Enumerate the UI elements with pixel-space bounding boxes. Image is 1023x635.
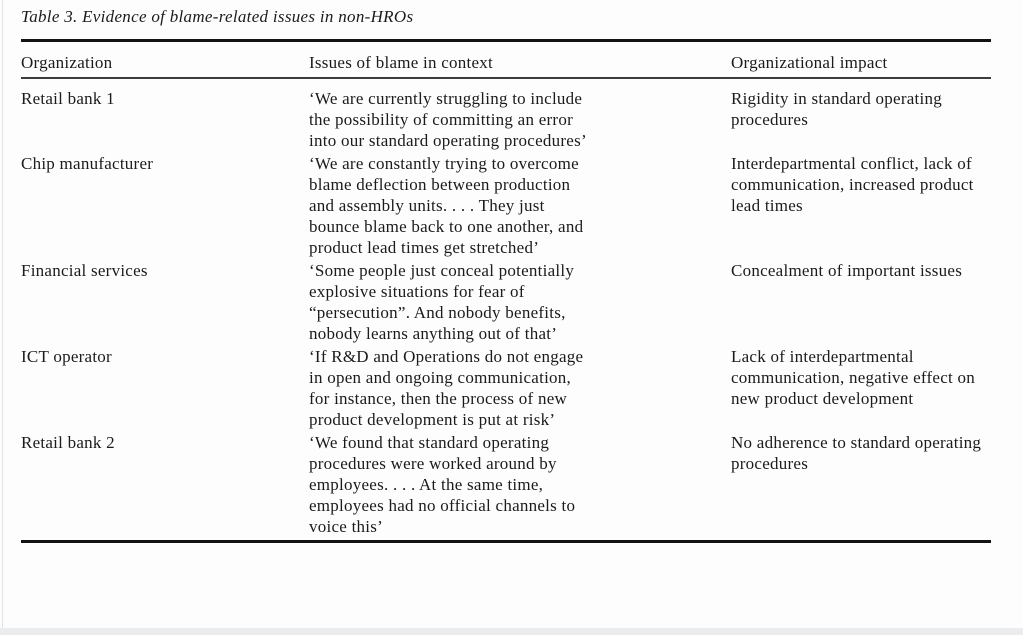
issue-quote-cell: ‘We are constantly trying to overcome blame deflection between production and assembly units. . . . They just bounce blame back to one another, and product lead times get stretched’ bbox=[309, 153, 584, 257]
organization-cell: Financial services bbox=[21, 260, 148, 280]
organization-cell: ICT operator bbox=[21, 346, 112, 366]
issue-quote-cell: ‘We are currently struggling to include the possibility of committing an error into our standard operating procedures’ bbox=[309, 88, 587, 150]
issue-quote-cell: ‘Some people just conceal potentially explosive situations for fear of “persecution”. And nobody benefits, nobody learns anything out of that’ bbox=[309, 260, 575, 343]
issue-quote-cell: ‘If R&D and Operations do not engage in open and ongoing communication, for instance, then the process of new product development is put at risk’ bbox=[309, 346, 584, 429]
issue-quote-cell: ‘We found that standard operating procedures were worked around by employees. . . . At the same time, employees had no official channels to voice this’ bbox=[309, 432, 576, 536]
organization-cell: Chip manufacturer bbox=[21, 153, 154, 173]
column-header-issues: Issues of blame in context bbox=[309, 53, 494, 72]
table-row-chip-manufacturer bbox=[21, 153, 991, 258]
impact-cell: No adherence to standard operating procedures bbox=[731, 432, 982, 473]
table-row-retail-bank-1 bbox=[21, 88, 991, 151]
page-left-edge-line bbox=[2, 0, 3, 635]
impact-cell: Rigidity in standard operating procedures bbox=[731, 88, 942, 129]
impact-cell: Lack of interdepartmental communication, negative effect on new product development bbox=[731, 346, 975, 408]
table-figure bbox=[21, 0, 991, 543]
table-row-ict-operator bbox=[21, 346, 991, 430]
table-row-financial-services bbox=[21, 260, 991, 344]
impact-cell: Concealment of important issues bbox=[731, 260, 963, 280]
column-header-organization: Organization bbox=[21, 53, 113, 72]
bottom-edge-strip bbox=[0, 628, 1023, 635]
column-header-impact: Organizational impact bbox=[731, 53, 888, 72]
table-bottom-rule bbox=[21, 540, 991, 543]
table-caption: Table 3. Evidence of blame-related issues in non-HROs bbox=[21, 7, 414, 26]
organization-cell: Retail bank 1 bbox=[21, 88, 115, 108]
table-row-retail-bank-2 bbox=[21, 432, 991, 537]
organization-cell: Retail bank 2 bbox=[21, 432, 115, 452]
table-header-row bbox=[21, 42, 991, 77]
table-body bbox=[21, 79, 991, 537]
impact-cell: Interdepartmental conflict, lack of communication, increased product lead times bbox=[731, 153, 974, 215]
